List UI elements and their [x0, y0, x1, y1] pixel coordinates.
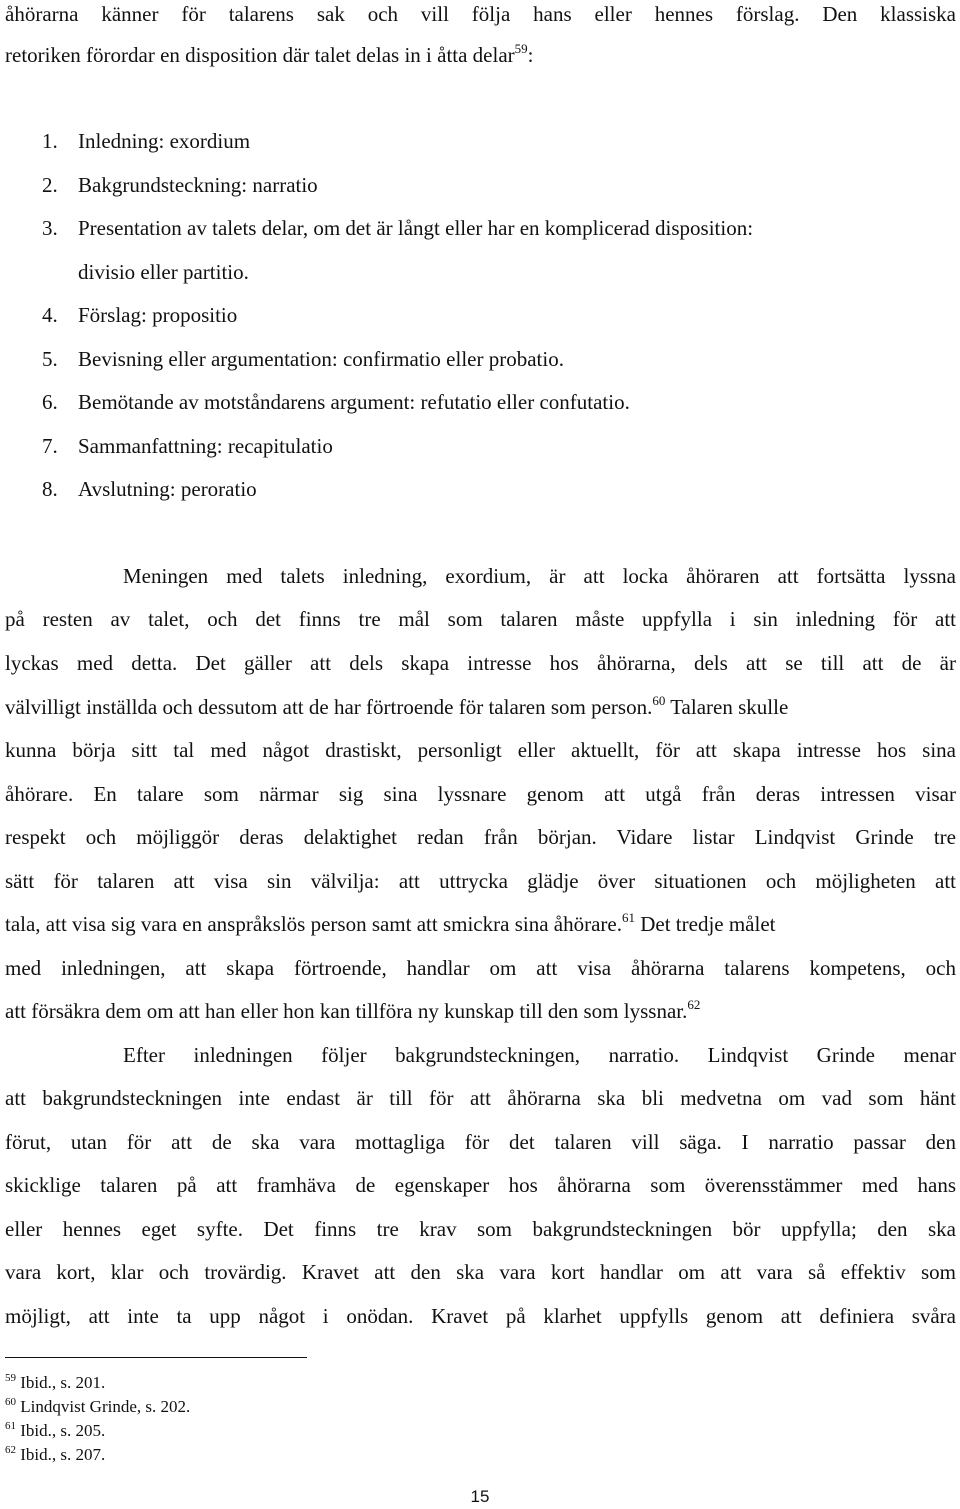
footnote-ref-62: 62 [687, 997, 701, 1012]
intro-line-1: åhörarna känner för talarens sak och vill följa hans eller hennes förslag. Den klassiska [5, 2, 956, 26]
paragraph-1-line: på resten av talet, och det finns tre mål som talaren måste uppfylla i sin inledning för att [5, 607, 956, 631]
list-number: 1. [42, 129, 58, 153]
footnote-divider [5, 1357, 307, 1358]
list-item [42, 433, 333, 459]
list-number: 7. [42, 434, 58, 458]
paragraph-1-line [5, 694, 956, 720]
paragraph-2-line: förut, utan för att de ska vara mottagliga för det talaren vill säga. I narratio passar den [5, 1130, 956, 1154]
list-number: 8. [42, 477, 58, 501]
paragraph-1-text: tala, att visa sig vara en anspråkslös person samt att smickra sina åhörare. [5, 912, 622, 936]
paragraph-1-text: välvilligt inställda och dessutom att de har förtroende för talaren som person. [5, 695, 653, 719]
list-number: 3. [42, 216, 58, 240]
list-text: Avslutning: peroratio [78, 477, 257, 501]
paragraph-1-text: Talaren skulle [665, 695, 789, 719]
footnote-text: Ibid., s. 205. [16, 1421, 106, 1440]
list-number: 2. [42, 173, 58, 197]
paragraph-1-line: med inledningen, att skapa förtroende, handlar om att visa åhörarna talarens kompetens, och [5, 956, 956, 980]
list-text: Bakgrundsteckning: narratio [78, 173, 318, 197]
footnote-number: 62 [5, 1444, 16, 1456]
paragraph-1-line: åhörare. En talare som närmar sig sina lyssnare genom att utgå från deras intressen visar [5, 782, 956, 806]
intro-line-2-text: retoriken förordar en disposition där talet delas in i åtta delar [5, 43, 515, 67]
list-number: 6. [42, 390, 58, 414]
paragraph-1-line: lyckas med detta. Det gäller att dels skapa intresse hos åhörarna, dels att se till att de är [5, 651, 956, 675]
paragraph-1-line: kunna börja sitt tal med något drastiskt, personligt eller aktuellt, för att skapa intresse hos sina [5, 738, 956, 762]
paragraph-2-line: eller hennes eget syfte. Det finns tre krav som bakgrundsteckningen bör uppfylla; den ska [5, 1217, 956, 1241]
footnote [5, 1373, 105, 1393]
list-item [42, 215, 753, 241]
footnote-text: Ibid., s. 201. [16, 1373, 106, 1392]
footnote [5, 1421, 105, 1441]
list-text: Inledning: exordium [78, 129, 251, 153]
list-item [42, 346, 564, 372]
paragraph-1-line [5, 998, 956, 1024]
list-item [42, 302, 237, 328]
paragraph-1-text: Det tredje målet [634, 912, 776, 936]
footnote [5, 1445, 105, 1465]
list-item [42, 389, 630, 415]
list-text: Sammanfattning: recapitulatio [78, 434, 333, 458]
list-item-continuation: divisio eller partitio. [78, 260, 249, 284]
list-item [42, 172, 318, 198]
paragraph-2-line: att bakgrundsteckningen inte endast är till för att åhörarna ska bli medvetna om vad som hänt [5, 1086, 956, 1110]
footnote-ref-61: 61 [621, 910, 635, 925]
paragraph-2-line: möjligt, att inte ta upp något i onödan. Kravet på klarhet uppfylls genom att definiera svåra [5, 1304, 956, 1328]
footnote-number: 59 [5, 1372, 16, 1384]
footnote-number: 61 [5, 1420, 16, 1432]
list-item [42, 476, 257, 502]
list-text: Presentation av talets delar, om det är långt eller har en komplicerad disposition: [78, 216, 754, 240]
list-text: Förslag: propositio [78, 303, 238, 327]
list-text: Bemötande av motståndarens argument: refutatio eller confutatio. [78, 390, 630, 414]
paragraph-2-line: skicklige talaren på att framhäva de egenskaper hos åhörarna som överensstämmer med hans [5, 1173, 956, 1197]
footnote-ref-60: 60 [652, 693, 666, 708]
paragraph-2-line: Efter inledningen följer bakgrundsteckningen, narratio. Lindqvist Grinde menar [123, 1043, 956, 1067]
list-item [42, 128, 250, 154]
footnote-number: 60 [5, 1396, 16, 1408]
page-number: 15 [470, 1487, 490, 1506]
paragraph-1-line: Meningen med talets inledning, exordium, är att locka åhöraren att fortsätta lyssna [123, 564, 956, 588]
list-number: 4. [42, 303, 58, 327]
footnote [5, 1397, 190, 1417]
paragraph-1-line [5, 911, 956, 937]
paragraph-1-line: respekt och möjliggör deras delaktighet redan från början. Vidare listar Lindqvist Grinde tre [5, 825, 956, 849]
list-number: 5. [42, 347, 58, 371]
footnote-ref-59: 59 [514, 41, 528, 56]
paragraph-1-text: att försäkra dem om att han eller hon kan tillföra ny kunskap till den som lyssnar. [5, 999, 688, 1023]
list-text: Bevisning eller argumentation: confirmatio eller probatio. [78, 347, 564, 371]
footnote-text: Lindqvist Grinde, s. 202. [16, 1397, 191, 1416]
paragraph-1-line: sätt för talaren att visa sin välvilja: att uttrycka glädje över situationen och möjligheten att [5, 869, 956, 893]
intro-line-2-colon: : [527, 43, 534, 67]
paragraph-2-line: vara kort, klar och trovärdig. Kravet att den ska vara kort handlar om att vara så effektiv som [5, 1260, 956, 1284]
footnote-text: Ibid., s. 207. [16, 1445, 106, 1464]
intro-line-2 [5, 42, 956, 68]
